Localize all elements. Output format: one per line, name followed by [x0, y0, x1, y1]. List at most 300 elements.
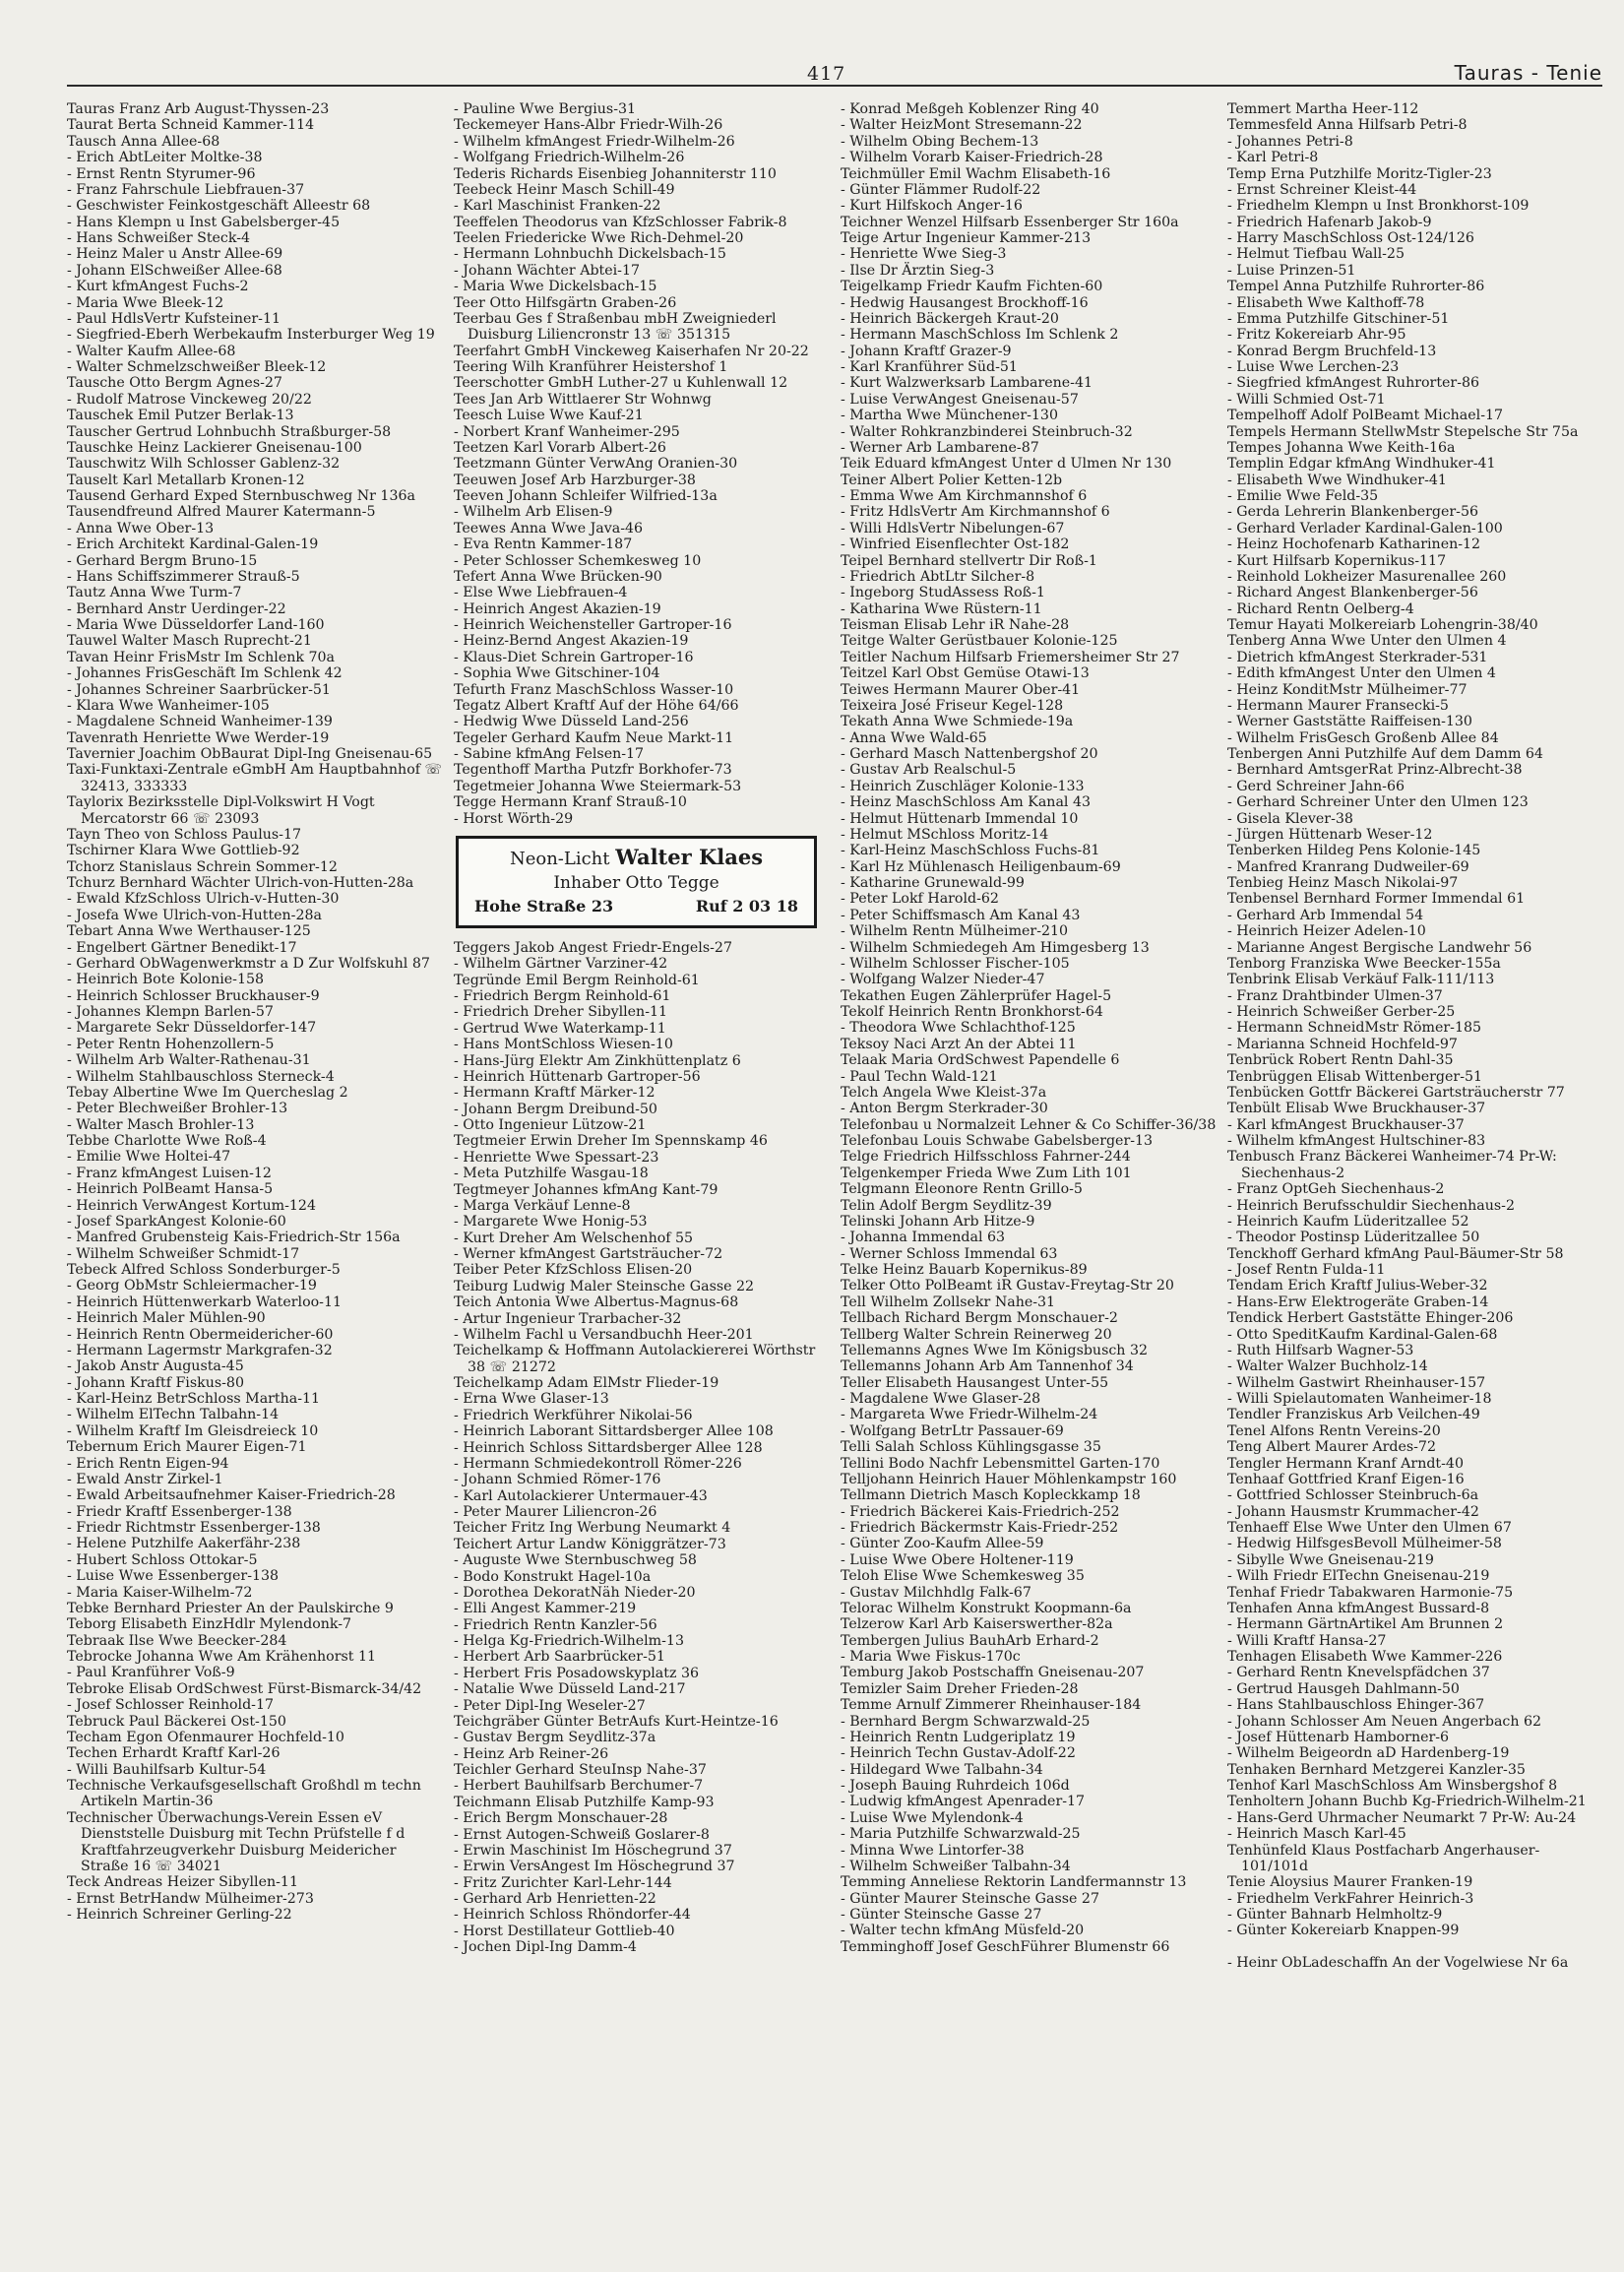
- directory-entry: - Edith kfmAngest Unter den Ulmen 4: [1227, 665, 1496, 682]
- directory-entry: Teetzmann Günter VerwAng Oranien-30: [454, 456, 738, 473]
- directory-entry: Tavan Heinr FrisMstr Im Schlenk 70a: [67, 649, 335, 665]
- directory-entry: - Ernst Rentn Styrumer-96: [67, 165, 256, 182]
- directory-entry: Temme Arnulf Zimmerer Rheinhauser-184: [841, 1697, 1142, 1714]
- directory-entry: - Rudolf Matrose Vinckeweg 20/22: [67, 391, 312, 408]
- directory-entry: - Heinrich Techn Gustav-Adolf-22: [841, 1745, 1076, 1762]
- directory-entry: Telaak Maria OrdSchwest Papendelle 6: [841, 1052, 1120, 1069]
- directory-entry: Taurat Berta Schneid Kammer-114: [67, 117, 315, 134]
- directory-entry: - Hans MontSchloss Wiesen-10: [454, 1037, 673, 1053]
- directory-entry: Tausch Anna Allee-68: [67, 133, 220, 150]
- directory-entry: Tauschwitz Wilh Schlosser Gablenz-32: [67, 456, 341, 473]
- directory-entry: Teggers Jakob Angest Friedr-Engels-27: [454, 939, 732, 956]
- directory-entry: Tebbe Charlotte Wwe Roß-4: [67, 1133, 267, 1149]
- directory-entry: Telker Otto PolBeamt iR Gustav-Freytag-Str 20: [841, 1278, 1174, 1294]
- directory-entry: - Auguste Wwe Sternbuschweg 58: [454, 1552, 697, 1569]
- directory-entry: - Gerhard Masch Nattenbergshof 20: [841, 746, 1098, 762]
- directory-entry: - Walter Schmelzschweißer Bleek-12: [67, 359, 327, 375]
- ad-contact: [459, 894, 814, 919]
- directory-entry: - Hans Schweißer Steck-4: [67, 230, 251, 246]
- directory-entry: - Herbert Bauhilfsarb Berchumer-7: [454, 1778, 704, 1795]
- directory-entry: - Friedrich Bäckerei Kais-Friedrich-252: [841, 1503, 1120, 1520]
- ad-company-name: Walter Klaes: [615, 844, 764, 869]
- ad-address: Hohe Straße 23: [474, 896, 614, 915]
- directory-entry: - Heinz KonditMstr Mülheimer-77: [1227, 681, 1468, 698]
- directory-entry: - Walter Walzer Buchholz-14: [1227, 1358, 1428, 1375]
- directory-entry: Tebay Albertine Wwe Im Quercheslag 2: [67, 1084, 348, 1101]
- directory-entry: - Maria Wwe Fiskus-170c: [841, 1649, 1021, 1665]
- directory-entry: Tenbücken Gottfr Bäckerei Gartsträucherstr 77: [1227, 1084, 1565, 1101]
- directory-entry: - Willi Kraftf Hansa-27: [1227, 1632, 1387, 1649]
- directory-entry: Telge Friedrich Hilfsschloss Fahrner-244: [841, 1149, 1131, 1166]
- directory-entry: Tauschke Heinz Lackierer Gneisenau-100: [67, 439, 362, 456]
- directory-entry: - Gerhard Arb Immendal 54: [1227, 907, 1424, 923]
- directory-entry: Tellmann Dietrich Masch Kopleckkamp 18: [841, 1487, 1141, 1504]
- directory-entry: - Elisabeth Wwe Windhuker-41: [1227, 472, 1447, 488]
- directory-entry: - Johann Kraftf Fiskus-80: [67, 1374, 244, 1391]
- directory-entry: Telgmann Eleonore Rentn Grillo-5: [841, 1181, 1083, 1198]
- directory-entry: - Peter Maurer Liliencron-26: [454, 1504, 657, 1520]
- directory-entry: - Wilhelm Arb Elisen-9: [454, 504, 613, 521]
- directory-entry: Tempelhoff Adolf PolBeamt Michael-17: [1227, 408, 1504, 424]
- directory-entry: - Hedwig Hausangest Brockhoff-16: [841, 294, 1089, 311]
- directory-entry: Teloh Elise Wwe Schemkesweg 35: [841, 1568, 1085, 1585]
- directory-entry: Teichelkamp Adam ElMstr Flieder-19: [454, 1375, 719, 1391]
- directory-entry: - Ewald Arbeitsaufnehmer Kaiser-Friedrich-28: [67, 1487, 396, 1504]
- directory-entry: Tellemanns Johann Arb Am Tannenhof 34: [841, 1358, 1134, 1375]
- directory-entry: - Karl-Heinz MaschSchloss Fuchs-81: [841, 843, 1100, 859]
- directory-entry: - Johann Schlosser Am Neuen Angerbach 62: [1227, 1713, 1542, 1730]
- directory-entry: - Georg ObMstr Schleiermacher-19: [67, 1278, 317, 1294]
- directory-entry: - Margarete Sekr Düsseldorfer-147: [67, 1020, 317, 1037]
- directory-entry: Tebrocke Johanna Wwe Am Krähenhorst 11: [67, 1649, 377, 1665]
- directory-entry: Tempel Anna Putzhilfe Ruhrorter-86: [1227, 279, 1485, 295]
- directory-entry: Teige Artur Ingenieur Kammer-213: [841, 230, 1092, 246]
- directory-entry: Teichler Gerhard SteuInsp Nahe-37: [454, 1762, 707, 1778]
- directory-entry: - Helmut Tiefbau Wall-25: [1227, 246, 1405, 263]
- directory-entry: - Günter Kokereiarb Knappen-99: [1227, 1923, 1460, 1939]
- directory-entry: - Josef Rentn Fulda-11: [1227, 1262, 1386, 1278]
- directory-entry: - Heinrich Kaufm Lüderitzallee 52: [1227, 1213, 1469, 1230]
- directory-entry: - Wilhelm kfmAngest Hultschiner-83: [1227, 1133, 1486, 1149]
- directory-entry: - Werner Gaststätte Raiffeisen-130: [1227, 714, 1472, 730]
- directory-entry: - Gisela Klever-38: [1227, 810, 1353, 827]
- directory-entry: - Maria Putzhilfe Schwarzwald-25: [841, 1826, 1081, 1843]
- directory-entry: - Dietrich kfmAngest Sterkrader-531: [1227, 649, 1488, 665]
- directory-entry: - Jakob Anstr Augusta-45: [67, 1358, 244, 1375]
- directory-entry: Tendam Erich Kraftf Julius-Weber-32: [1227, 1278, 1488, 1294]
- directory-entry: - Bernhard Bergm Schwarzwald-25: [841, 1713, 1091, 1730]
- directory-entry: Telorac Wilhelm Konstrukt Koopmann-6a: [841, 1600, 1132, 1616]
- directory-entry: - Franz OptGeh Siechenhaus-2: [1227, 1181, 1445, 1198]
- directory-entry: Telljohann Heinrich Hauer Möhlenkampstr 160: [841, 1471, 1177, 1487]
- directory-entry: - Klaus-Diet Schrein Gartroper-16: [454, 649, 694, 665]
- directory-entry: - Heinrich Hüttenwerkarb Waterloo-11: [67, 1294, 343, 1310]
- directory-columns: [67, 101, 1604, 2257]
- directory-entry: Teik Eduard kfmAngest Unter d Ulmen Nr 130: [841, 456, 1172, 473]
- directory-entry: - Gustav Milchhdlg Falk-67: [841, 1584, 1031, 1601]
- directory-column-1: [67, 101, 444, 2257]
- directory-entry: - Wilhelm Kraftf Im Gleisdreieck 10: [67, 1422, 319, 1439]
- directory-entry: Telgenkemper Frieda Wwe Zum Lith 101: [841, 1165, 1132, 1181]
- directory-entry: - Ewald KfzSchloss Ulrich-v-Hutten-30: [67, 891, 340, 908]
- directory-entry: Tellberg Walter Schrein Reinerweg 20: [841, 1326, 1112, 1343]
- directory-entry: - Walter Rohkranzbinderei Steinbruch-32: [841, 423, 1133, 440]
- directory-entry: - Günter Maurer Steinsche Gasse 27: [841, 1890, 1099, 1907]
- directory-entry: - Friedhelm Klempn u Inst Bronkhorst-109: [1227, 198, 1530, 215]
- directory-entry: Tenbieg Heinz Masch Nikolai-97: [1227, 875, 1459, 891]
- directory-entry: - Heinrich Schreiner Gerling-22: [67, 1907, 292, 1923]
- directory-entry: - Heinr ObLadeschaffn An der Vogelwiese Nr 6a: [1227, 1955, 1569, 1972]
- directory-entry: - Peter Rentn Hohenzollern-5: [67, 1036, 275, 1052]
- directory-entry: - Peter Blechweißer Brohler-13: [67, 1101, 288, 1117]
- directory-entry: - Kurt Dreher Am Welschenhof 55: [454, 1230, 694, 1246]
- directory-entry: - Fritz Zurichter Karl-Lehr-144: [454, 1874, 672, 1891]
- directory-entry: Tenbrück Robert Rentn Dahl-35: [1227, 1052, 1454, 1069]
- directory-entry: Telke Heinz Bauarb Kopernikus-89: [841, 1262, 1088, 1278]
- directory-entry: Teipel Bernhard stellvertr Dir Roß-1: [841, 552, 1097, 569]
- directory-entry: Telefonbau u Normalzeit Lehner & Co Schiffer-36/38: [841, 1116, 1217, 1133]
- directory-entry: - Günter Zoo-Kaufm Allee-59: [841, 1536, 1044, 1552]
- directory-entry: - Sabine kfmAng Felsen-17: [454, 746, 645, 762]
- directory-entry: Tenhafen Anna kfmAngest Bussard-8: [1227, 1600, 1490, 1616]
- directory-entry: Tegründe Emil Bergm Reinhold-61: [454, 972, 700, 988]
- directory-entry: Teichmann Elisab Putzhilfe Kamp-93: [454, 1794, 715, 1810]
- directory-entry: - Luise Prinzen-51: [1227, 262, 1356, 279]
- directory-entry: - Friedr Kraftf Essenberger-138: [67, 1503, 292, 1520]
- directory-entry: - Wilhelm Stahlbauschloss Sterneck-4: [67, 1068, 335, 1085]
- directory-entry: Tegenthoff Martha Putzfr Borkhofer-73: [454, 762, 732, 779]
- directory-entry: - Paul Techn Wald-121: [841, 1068, 998, 1085]
- directory-entry: - Marga Verkäuf Lenne-8: [454, 1197, 631, 1214]
- directory-entry: - Friedrich Bäckermstr Kais-Friedr-252: [841, 1520, 1119, 1536]
- directory-entry: - Karl Maschinist Franken-22: [454, 198, 661, 215]
- directory-entry: Techam Egon Ofenmaurer Hochfeld-10: [67, 1729, 344, 1745]
- directory-entry: - Fritz HdlsVertr Am Kirchmannshof 6: [841, 504, 1110, 521]
- directory-entry: [1227, 1939, 1604, 1955]
- directory-entry: - Klara Wwe Wanheimer-105: [67, 697, 270, 714]
- directory-entry: - Friedrich AbtLtr Silcher-8: [841, 568, 1035, 585]
- directory-entry: - Gerhard Verlader Kardinal-Galen-100: [1227, 520, 1503, 536]
- directory-entry: - Heinz Maler u Anstr Allee-69: [67, 246, 283, 263]
- directory-entry: - Hermann MaschSchloss Im Schlenk 2: [841, 327, 1119, 344]
- directory-entry: - Wilhelm Obing Bechem-13: [841, 133, 1039, 150]
- ad-owner: Inhaber Otto Tegge: [553, 872, 719, 893]
- directory-entry: - Gerhard Rentn Knevelspfädchen 37: [1227, 1665, 1490, 1681]
- directory-entry: - Heinrich Schloss Sittardsberger Allee 128: [454, 1439, 763, 1456]
- directory-entry: - Wilhelm Arb Walter-Rathenau-31: [67, 1052, 311, 1069]
- directory-entry: - Wilhelm Vorarb Kaiser-Friedrich-28: [841, 150, 1103, 166]
- directory-entry: - Luise Wwe Obere Holtener-119: [841, 1551, 1074, 1568]
- directory-entry: - Hermann Schmiedekontroll Römer-226: [454, 1455, 742, 1472]
- directory-entry: - Erich Rentn Eigen-94: [67, 1455, 229, 1472]
- directory-entry: - Manfred Grubensteig Kais-Friedrich-Str 156a: [67, 1230, 401, 1246]
- directory-entry: - Werner Schloss Immendal 63: [841, 1245, 1058, 1262]
- directory-entry: - Natalie Wwe Düsseld Land-217: [454, 1681, 686, 1698]
- directory-entry: Tellbach Richard Bergm Monschauer-2: [841, 1310, 1118, 1327]
- directory-entry: - Peter Lokf Harold-62: [841, 891, 999, 908]
- directory-entry: Tenhaeff Else Wwe Unter den Ulmen 67: [1227, 1520, 1512, 1536]
- directory-entry: - Friedrich Bergm Reinhold-61: [454, 988, 671, 1004]
- directory-entry: - Fritz Kokereiarb Ahr-95: [1227, 327, 1406, 344]
- directory-entry: Telch Angela Wwe Kleist-37a: [841, 1084, 1047, 1101]
- directory-entry: - Geschwister Feinkostgeschäft Alleestr 68: [67, 198, 371, 215]
- directory-entry: - Kurt Hilfskoch Anger-16: [841, 198, 1023, 215]
- directory-entry: Tenbusch Franz Bäckerei Wanheimer-74 Pr-W: Siechenhaus-2: [1227, 1149, 1557, 1181]
- directory-entry: - Heinrich Schweißer Gerber-25: [1227, 1004, 1456, 1020]
- directory-entry: Teich Antonia Wwe Albertus-Magnus-68: [454, 1294, 739, 1311]
- directory-entry: Tellini Bodo Nachfr Lebensmittel Garten-170: [841, 1455, 1160, 1472]
- directory-entry: Techen Erhardt Kraftf Karl-26: [67, 1745, 281, 1762]
- directory-entry: - Hermann Kraftf Märker-12: [454, 1085, 656, 1102]
- directory-entry: - Friedrich Rentn Kanzler-56: [454, 1616, 657, 1633]
- directory-entry: Tebernum Erich Maurer Eigen-71: [67, 1439, 307, 1456]
- directory-entry: - Maria Wwe Dickelsbach-15: [454, 279, 657, 295]
- directory-entry: Tekolf Heinrich Rentn Bronkhorst-64: [841, 1004, 1103, 1020]
- directory-entry: - Meta Putzhilfe Wasgau-18: [454, 1166, 649, 1182]
- directory-entry: Temizler Saim Dreher Frieden-28: [841, 1680, 1079, 1697]
- directory-entry: Tegatz Albert Kraftf Auf der Höhe 64/66: [454, 697, 739, 714]
- directory-entry: Templin Edgar kfmAng Windhuker-41: [1227, 456, 1496, 473]
- directory-entry: Tausend Gerhard Exped Sternbuschweg Nr 136a: [67, 488, 415, 504]
- directory-entry: - Marianna Schneid Hochfeld-97: [1227, 1036, 1458, 1052]
- directory-entry: - Heinrich Hüttenarb Gartroper-56: [454, 1068, 701, 1085]
- directory-entry: Tefert Anna Wwe Brücken-90: [454, 568, 662, 585]
- directory-entry: - Maria Wwe Bleek-12: [67, 294, 224, 311]
- directory-entry: Teichelkamp & Hoffmann Autolackiererei Wörthstr 38 ☏ 21272: [454, 1343, 816, 1375]
- directory-entry: - Johann ElSchweißer Allee-68: [67, 262, 282, 279]
- directory-entry: - Wilhelm Schweißer Schmidt-17: [67, 1245, 300, 1262]
- directory-entry: - Hermann Lagermstr Markgrafen-32: [67, 1342, 333, 1358]
- directory-entry: - Gottfried Schlosser Steinbruch-6a: [1227, 1487, 1479, 1504]
- directory-entry: Taxi-Funktaxi-Zentrale eGmbH Am Hauptbahnhof ☏ 32413, 333333: [67, 762, 443, 794]
- directory-entry: - Otto SpeditKaufm Kardinal-Galen-68: [1227, 1326, 1498, 1343]
- directory-entry: Teixeira José Friseur Kegel-128: [841, 697, 1064, 714]
- directory-entry: Tebroke Elisab OrdSchwest Fürst-Bismarck-34/42: [67, 1680, 422, 1697]
- directory-entry: - Hubert Schloss Ottokar-5: [67, 1551, 258, 1568]
- directory-entry: - Erich Architekt Kardinal-Galen-19: [67, 536, 319, 553]
- directory-entry: Tekathen Eugen Zählerprüfer Hagel-5: [841, 987, 1112, 1004]
- directory-entry: - Elli Angest Kammer-219: [454, 1601, 637, 1617]
- directory-entry: Tenhaken Bernhard Metzgerei Kanzler-35: [1227, 1761, 1526, 1778]
- directory-entry: - Erich AbtLeiter Moltke-38: [67, 150, 263, 166]
- directory-entry: Teckemeyer Hans-Albr Friedr-Wilh-26: [454, 117, 723, 134]
- directory-entry: - Günter Bahnarb Helmholtz-9: [1227, 1907, 1443, 1923]
- directory-entry: - Marianne Angest Bergische Landwehr 56: [1227, 939, 1532, 956]
- directory-entry: Temmesfeld Anna Hilfsarb Petri-8: [1227, 117, 1468, 134]
- directory-entry: Teisman Elisab Lehr iR Nahe-28: [841, 617, 1070, 633]
- directory-entry: Telzerow Karl Arb Kaiserswerther-82a: [841, 1616, 1113, 1633]
- directory-entry: - Heinrich Bäckergeh Kraut-20: [841, 310, 1059, 327]
- directory-entry: Teiber Peter KfzSchloss Elisen-20: [454, 1262, 693, 1279]
- directory-entry: Teering Wilh Kranführer Heistershof 1: [454, 359, 728, 375]
- directory-entry: Tauscher Gertrud Lohnbuchh Straßburger-58: [67, 423, 392, 440]
- directory-entry: Teewes Anna Wwe Java-46: [454, 520, 644, 536]
- directory-entry: Tauschek Emil Putzer Berlak-13: [67, 408, 294, 424]
- directory-entry: - Kurt kfmAngest Fuchs-2: [67, 279, 249, 295]
- directory-entry: - Gerda Lehrerin Blankenberger-56: [1227, 504, 1479, 521]
- directory-entry: Tenbült Elisab Wwe Bruckhauser-37: [1227, 1101, 1486, 1117]
- directory-entry: - Magdalene Wwe Glaser-28: [841, 1391, 1041, 1407]
- directory-entry: - Margareta Wwe Friedr-Wilhelm-24: [841, 1407, 1098, 1423]
- directory-entry: - Heinrich Schlosser Bruckhauser-9: [67, 987, 320, 1004]
- directory-entry: Tenbrink Elisab Verkäuf Falk-111/113: [1227, 972, 1495, 988]
- directory-entry: - Eva Rentn Kammer-187: [454, 536, 633, 553]
- directory-entry: - Franz Drahtbinder Ulmen-37: [1227, 987, 1443, 1004]
- directory-entry: Temmert Martha Heer-112: [1227, 101, 1419, 117]
- directory-entry: - Pauline Wwe Bergius-31: [454, 101, 637, 117]
- directory-entry: Telli Salah Schloss Kühlingsgasse 35: [841, 1439, 1101, 1456]
- directory-entry: - Ingeborg StudAssess Roß-1: [841, 585, 1045, 601]
- directory-entry: - Elisabeth Wwe Kalthoff-78: [1227, 294, 1425, 311]
- directory-entry: - Heinz MaschSchloss Am Kanal 43: [841, 794, 1091, 811]
- directory-entry: - Horst Destillateur Gottlieb-40: [454, 1923, 675, 1939]
- directory-entry: - Walter HeizMont Stresemann-22: [841, 117, 1083, 134]
- directory-entry: - Johannes Klempn Barlen-57: [67, 1004, 274, 1020]
- directory-entry: - Hermann Maurer Fransecki-5: [1227, 697, 1449, 714]
- directory-entry: - Heinrich Laborant Sittardsberger Allee 108: [454, 1423, 774, 1440]
- directory-entry: Tenie Aloysius Maurer Franken-19: [1227, 1874, 1473, 1891]
- directory-entry: Teller Elisabeth Hausangest Unter-55: [841, 1374, 1109, 1391]
- directory-entry: Tenckhoff Gerhard kfmAng Paul-Bäumer-Str 58: [1227, 1245, 1564, 1262]
- directory-entry: - Heinrich Zuschläger Kolonie-133: [841, 778, 1085, 794]
- directory-entry: Tchurz Bernhard Wächter Ulrich-von-Hutten-28a: [67, 875, 414, 891]
- directory-entry: Tayn Theo von Schloss Paulus-17: [67, 826, 301, 843]
- directory-entry: - Wilhelm ElTechn Talbahn-14: [67, 1407, 280, 1423]
- directory-entry: Teck Andreas Heizer Sibyllen-11: [67, 1874, 298, 1891]
- ad-headline-prefix: Neon-Licht: [509, 848, 610, 869]
- directory-entry: - Anna Wwe Wald-65: [841, 729, 987, 746]
- directory-entry: Tausche Otto Bergm Agnes-27: [67, 375, 282, 392]
- directory-entry: - Katharina Wwe Rüstern-11: [841, 600, 1042, 617]
- directory-entry: - Heinrich Berufsschuldir Siechenhaus-2: [1227, 1197, 1515, 1214]
- directory-entry: Teichgräber Günter BetrAufs Kurt-Heintze-16: [454, 1713, 779, 1730]
- directory-entry: - Johann Bergm Dreibund-50: [454, 1101, 657, 1117]
- directory-entry: Tauwel Walter Masch Ruprecht-21: [67, 633, 312, 650]
- directory-entry: - Joseph Bauing Ruhrdeich 106d: [841, 1778, 1070, 1794]
- directory-entry: - Werner Arb Lambarene-87: [841, 439, 1039, 456]
- directory-entry: - Gustav Bergm Seydlitz-37a: [454, 1730, 656, 1746]
- directory-entry: - Ilse Dr Ärztin Sieg-3: [841, 262, 995, 279]
- directory-entry: Tenholtern Johann Buchb Kg-Friedrich-Wilhelm-21: [1227, 1794, 1587, 1810]
- directory-entry: - Theodor Postinsp Lüderitzallee 50: [1227, 1230, 1480, 1246]
- directory-entry: - Hermann SchneidMstr Römer-185: [1227, 1020, 1482, 1037]
- directory-entry: Teiwes Hermann Maurer Ober-41: [841, 681, 1081, 698]
- directory-entry: - Kurt Hilfsarb Kopernikus-117: [1227, 552, 1447, 569]
- directory-entry: - Willi Bauhilfsarb Kultur-54: [67, 1761, 267, 1778]
- directory-entry: - Ernst BetrHandw Mülheimer-273: [67, 1890, 314, 1907]
- directory-entry: - Willi Schmied Ost-71: [1227, 391, 1386, 408]
- directory-entry: - Herbert Arb Saarbrücker-51: [454, 1649, 665, 1666]
- directory-entry: - Konrad Bergm Bruchfeld-13: [1227, 343, 1437, 359]
- directory-entry: - Erwin VersAngest Im Höschegrund 37: [454, 1859, 735, 1875]
- directory-entry: Tees Jan Arb Wittlaerer Str Wohnwg: [454, 391, 712, 408]
- directory-entry: - Heinz Arb Reiner-26: [454, 1745, 609, 1762]
- directory-entry: - Norbert Kranf Wanheimer-295: [454, 423, 680, 440]
- directory-entry: Temming Anneliese Rektorin Landfermannstr 13: [841, 1874, 1187, 1891]
- directory-entry: Tefurth Franz MaschSchloss Wasser-10: [454, 681, 734, 698]
- directory-entry: Tempels Hermann StellwMstr Stepelsche Str 75a: [1227, 423, 1579, 440]
- directory-entry: Tebke Bernhard Priester An der Paulskirche 9: [67, 1600, 394, 1616]
- directory-entry: Tautz Anna Wwe Turm-7: [67, 585, 242, 601]
- directory-entry: Teerschotter GmbH Luther-27 u Kuhlenwall 12: [454, 375, 788, 392]
- directory-entry: - Wilhelm Schweißer Talbahn-34: [841, 1858, 1071, 1874]
- directory-entry: - Bodo Konstrukt Hagel-10a: [454, 1568, 652, 1585]
- directory-entry: - Siegfried kfmAngest Ruhrorter-86: [1227, 375, 1480, 392]
- header-rule: [67, 85, 1602, 87]
- directory-entry: Teiner Albert Polier Ketten-12b: [841, 472, 1063, 488]
- directory-entry: - Artur Ingenieur Trarbacher-32: [454, 1310, 682, 1327]
- directory-entry: - Johannes Schreiner Saarbrücker-51: [67, 681, 331, 698]
- directory-entry: Teicher Fritz Ing Werbung Neumarkt 4: [454, 1520, 731, 1537]
- directory-entry: Teelen Friedericke Wwe Rich-Dehmel-20: [454, 230, 744, 246]
- directory-entry: - Gertrud Hausgeh Dahlmann-50: [1227, 1680, 1460, 1697]
- directory-entry: - Winfried Eisenflechter Ost-182: [841, 536, 1070, 553]
- directory-entry: Teiburg Ludwig Maler Steinsche Gasse 22: [454, 1278, 755, 1294]
- running-head: Tauras - Tenie: [1454, 61, 1602, 85]
- ad-phone: Ruf 2 03 18: [695, 896, 798, 915]
- directory-entry: Technische Verkaufsgesellschaft Großhdl m techn Artikeln Martin-36: [67, 1778, 421, 1810]
- directory-entry: - Dorothea DekoratNäh Nieder-20: [454, 1584, 696, 1601]
- directory-entry: Teesch Luise Wwe Kauf-21: [454, 408, 644, 424]
- directory-entry: - Friedrich Hafenarb Jakob-9: [1227, 214, 1432, 230]
- directory-entry: - Henriette Wwe Sieg-3: [841, 246, 1007, 263]
- directory-entry: Tendler Franziskus Arb Veilchen-49: [1227, 1407, 1480, 1423]
- directory-entry: - Gerhard Arb Henrietten-22: [454, 1891, 656, 1907]
- directory-entry: - Henriette Wwe Spessart-23: [454, 1149, 659, 1166]
- directory-entry: - Engelbert Gärtner Benedikt-17: [67, 939, 297, 956]
- directory-entry: - Richard Rentn Oelberg-4: [1227, 600, 1414, 617]
- directory-entry: Tegge Hermann Kranf Strauß-10: [454, 794, 687, 811]
- directory-entry: - Willi HdlsVertr Nibelungen-67: [841, 520, 1065, 536]
- directory-entry: - Emma Wwe Am Kirchmannshof 6: [841, 488, 1088, 504]
- directory-entry: - Gertrud Wwe Waterkamp-11: [454, 1020, 666, 1037]
- directory-entry: - Josefa Wwe Ulrich-von-Hutten-28a: [67, 907, 322, 923]
- directory-entry: - Hans Stahlbauschloss Ehinger-367: [1227, 1697, 1485, 1714]
- directory-entry: - Harry MaschSchloss Ost-124/126: [1227, 230, 1474, 246]
- directory-entry: - Heinrich Heizer Adelen-10: [1227, 923, 1426, 940]
- directory-entry: - Heinz-Bernd Angest Akazien-19: [454, 633, 689, 650]
- directory-entry: Tavernier Joachim ObBaurat Dipl-Ing Gneisenau-65: [67, 746, 433, 762]
- directory-entry: - Helmut Hüttenarb Immendal 10: [841, 810, 1079, 827]
- directory-entry: Teeven Johann Schleifer Wilfried-13a: [454, 488, 718, 504]
- directory-entry: - Heinrich Rentn Obermeidericher-60: [67, 1326, 334, 1343]
- directory-entry: - Karl Kranführer Süd-51: [841, 359, 1018, 375]
- page-number: 417: [807, 63, 846, 85]
- directory-entry: Temminghoff Josef GeschFührer Blumenstr 66: [841, 1938, 1170, 1955]
- directory-entry: - Theodora Wwe Schlachthof-125: [841, 1020, 1076, 1037]
- directory-entry: Tenbensel Bernhard Former Immendal 61: [1227, 891, 1526, 908]
- directory-entry: - Bernhard Anstr Uerdinger-22: [67, 600, 286, 617]
- directory-entry: - Richard Angest Blankenberger-56: [1227, 585, 1478, 601]
- directory-entry: - Johanna Immendal 63: [841, 1230, 1006, 1246]
- directory-entry: - Heinrich Weichensteller Gartroper-16: [454, 617, 732, 633]
- directory-entry: - Werner kfmAngest Gartsträucher-72: [454, 1246, 723, 1262]
- directory-entry: Telin Adolf Bergm Seydlitz-39: [841, 1197, 1052, 1214]
- directory-entry: - Friedhelm VerkFahrer Heinrich-3: [1227, 1890, 1474, 1907]
- directory-entry: - Franz Fahrschule Liebfrauen-37: [67, 181, 305, 198]
- directory-entry: - Wolfgang Friedrich-Wilhelm-26: [454, 150, 685, 166]
- directory-entry: Tavenrath Henriette Wwe Werder-19: [67, 729, 330, 746]
- ad-headline: [459, 845, 814, 872]
- directory-entry: - Wilhelm Beigeordn aD Hardenberg-19: [1227, 1745, 1510, 1762]
- directory-entry: - Margarete Wwe Honig-53: [454, 1214, 648, 1231]
- directory-entry: Tebraak Ilse Wwe Beecker-284: [67, 1632, 287, 1649]
- directory-entry: - Kurt Walzwerksarb Lambarene-41: [841, 375, 1093, 392]
- directory-entry: - Wilhelm Schlosser Fischer-105: [841, 955, 1070, 972]
- directory-entry: - Hans-Jürg Elektr Am Zinkhüttenplatz 6: [454, 1052, 741, 1069]
- directory-entry: Tenberg Anna Wwe Unter den Ulmen 4: [1227, 633, 1507, 650]
- directory-entry: - Siegfried-Eberh Werbekaufm Insterburger Weg 19: [67, 327, 435, 344]
